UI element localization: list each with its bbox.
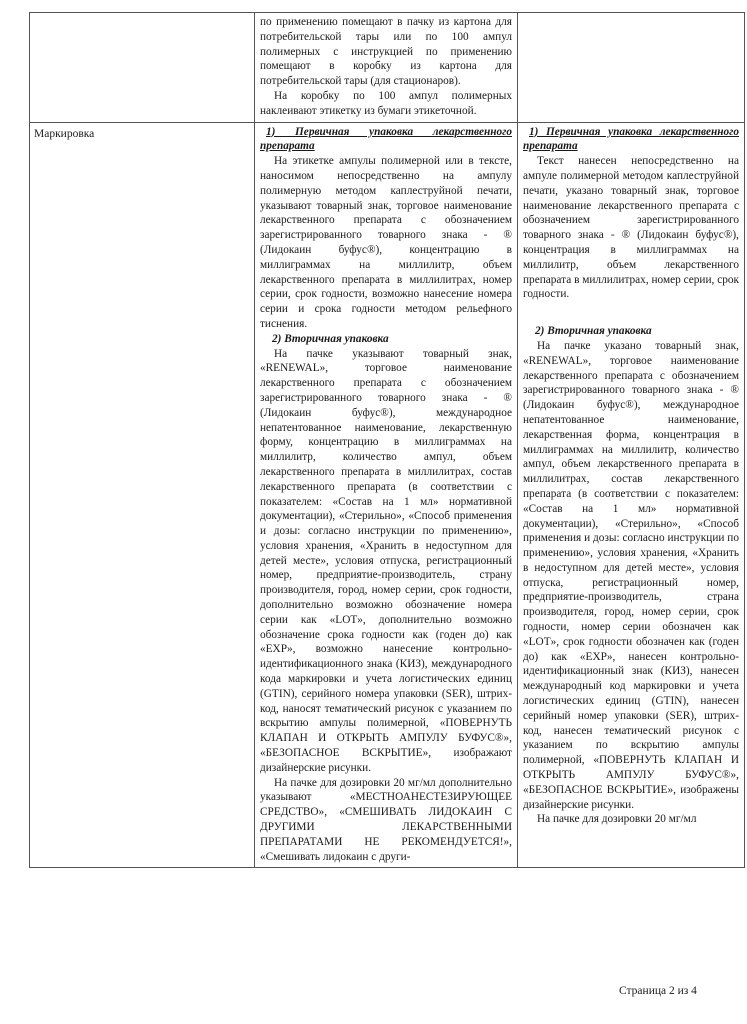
table-row-marking — [30, 122, 745, 868]
secondary-packaging-text: На пачке указано товарный знак, «RENEWAL», торговое наименование лекарственного препарата с обозначением зарегистрированного товарного знака - ® (Лидокаин буфус®), международное непатентованное наименование, лекарственная форма, концентрация в миллиграммах на миллилитр, количество ампул, объем лекарственного препарата в миллилитрах, состав лекарственного препарата (в соответствии с показателем: «Состав на 1 мл» нормативной документации), «Стерильно», «Способ применения и дозы: согласно инструкции по применению», условия хранения, «Хранить в недоступном для детей месте», условия отпуска, регистрационный номер, предприятие-производитель, страна производителя, город, номер серии, срок годности, номер серии обозначен как «LOT», срок годности обозначен как (годен до) как «EXP», нанесен контрольно-идентификационный знак (КИЗ), нанесен международный код маркировки и учета логистических единиц (GTIN), нанесен серийный номер упаковки (SER), штрих-код, нанесен тематический рисунок с указанием по вскрытию ампулы полимерной, «ПОВЕРНУТЬ КЛАПАН И ОТКРЫТЬ АМПУЛУ БУФУС®», «БЕЗОПАСНОЕ ВСКРЫТИЕ», изображены дизайнерские рисунки. — [523, 339, 739, 811]
cell-packaging-text — [255, 13, 518, 123]
cell-marking-actual — [518, 122, 745, 868]
secondary-packaging-heading: 2) Вторичная упаковка — [535, 325, 652, 338]
paragraph: На коробку по 100 ампул полимерных наклеивают этикетку из бумаги этикеточной. — [260, 89, 512, 117]
spacer — [523, 302, 739, 324]
secondary-packaging-text: На пачке указывают товарный знак, «RENEWAL», торговое наименование лекарственного препарата с обозначением зарегистрированного товарного знака - ® (Лидокаин буфус®), международное непатентованное наименование, лекарственную форму, концентрацию в миллиграммах на миллилитр, количество ампул, объем лекарственного препарата в миллилитрах, состав лекарственного препарата (в соответствии с показателем: «Состав на 1 мл» нормативной документации), «Стерильно», «Способ применения и дозы: согласно инструкции по применению», условия хранения, «Хранить в недоступном для детей месте», условия отпуска, регистрационный номер, предприятие-производитель, страну производителя, город, номер серии, срок годности, дополнительно возможно обозначение номера серии как «LOT», дополнительно возможно обозначение срока годности как (годен до) как «EXP», возможно нанесение контрольно-идентификационного знака (КИЗ), международного кода маркировки и учета логистических единиц (GTIN), серийного номера упаковки (SER), штрих-код, наносят тематический рисунок с указанием по вскрытию ампулы полимерной, «ПОВЕРНУТЬ КЛАПАН И ОТКРЫТЬ АМПУЛУ БУФУС®», «БЕЗОПАСНОЕ ВСКРЫТИЕ», изображают дизайнерские рисунки. — [260, 347, 512, 774]
secondary-packaging-heading: 2) Вторичная упаковка — [272, 332, 389, 345]
primary-packaging-text: Текст нанесен непосредственно на ампуле полимерной методом каплеструйной печати, указано товарный знак, торговое наименование лекарственного препарата с обозначением зарегистрированного товарного знака - ® (Лидокаин буфус®), концентрация в миллиграммах на миллилитр, объем лекарственного препарата в миллилитрах, номер серии, срок годности. — [523, 155, 739, 301]
cell-marking-spec — [255, 122, 518, 868]
primary-packaging-heading: 1) Первичная упаковка лекарственного препарата — [260, 125, 512, 153]
primary-packaging-text: На этикетке ампулы полимерной или в тексте, наносимом непосредственно на ампулу полимерную методом каплеструйной печати, указывают товарный знак, торговое наименование лекарственного препарата с обозначением зарегистрированного товарного знака - ® (Лидокаин буфус®), концентрацию в миллиграммах на миллилитр, объем лекарственного препарата в миллилитрах, номер серии, срок годности, возможно нанесение номера серии и срока годности методом рельефного тиснения. — [260, 155, 512, 330]
dosage-text: На пачке для дозировки 20 мг/мл — [537, 813, 697, 826]
page-number: Страница 2 из 4 — [619, 985, 697, 997]
paragraph: по применению помещают в пачку из картона для потребительской тары или по 100 ампул полимерных с инструкцией по применению помещают в коробку из картона для потребительской тары (для стационаров). — [260, 16, 512, 88]
table-row-packaging-continued — [30, 13, 745, 123]
primary-packaging-heading: 1) Первичная упаковка лекарственного препарата — [523, 125, 739, 153]
dosage-text: На пачке для дозировки 20 мг/мл дополнительно указывают «МЕСТНОАНЕСТЕЗИРУЮЩЕЕ СРЕДСТВО», «СМЕШИВАТЬ ЛИДОКАИН С ДРУГИМИ ЛЕКАРСТВЕННЫМИ ПРЕПАРАТАМИ НЕ РЕКОМЕНДУЕТСЯ!», «Смешивать лидокаин с други- — [260, 776, 512, 863]
cell-empty-label — [30, 13, 255, 123]
cell-marking-label: Маркировка — [30, 122, 255, 868]
specification-table — [29, 12, 745, 868]
cell-empty-requirements — [518, 13, 745, 123]
